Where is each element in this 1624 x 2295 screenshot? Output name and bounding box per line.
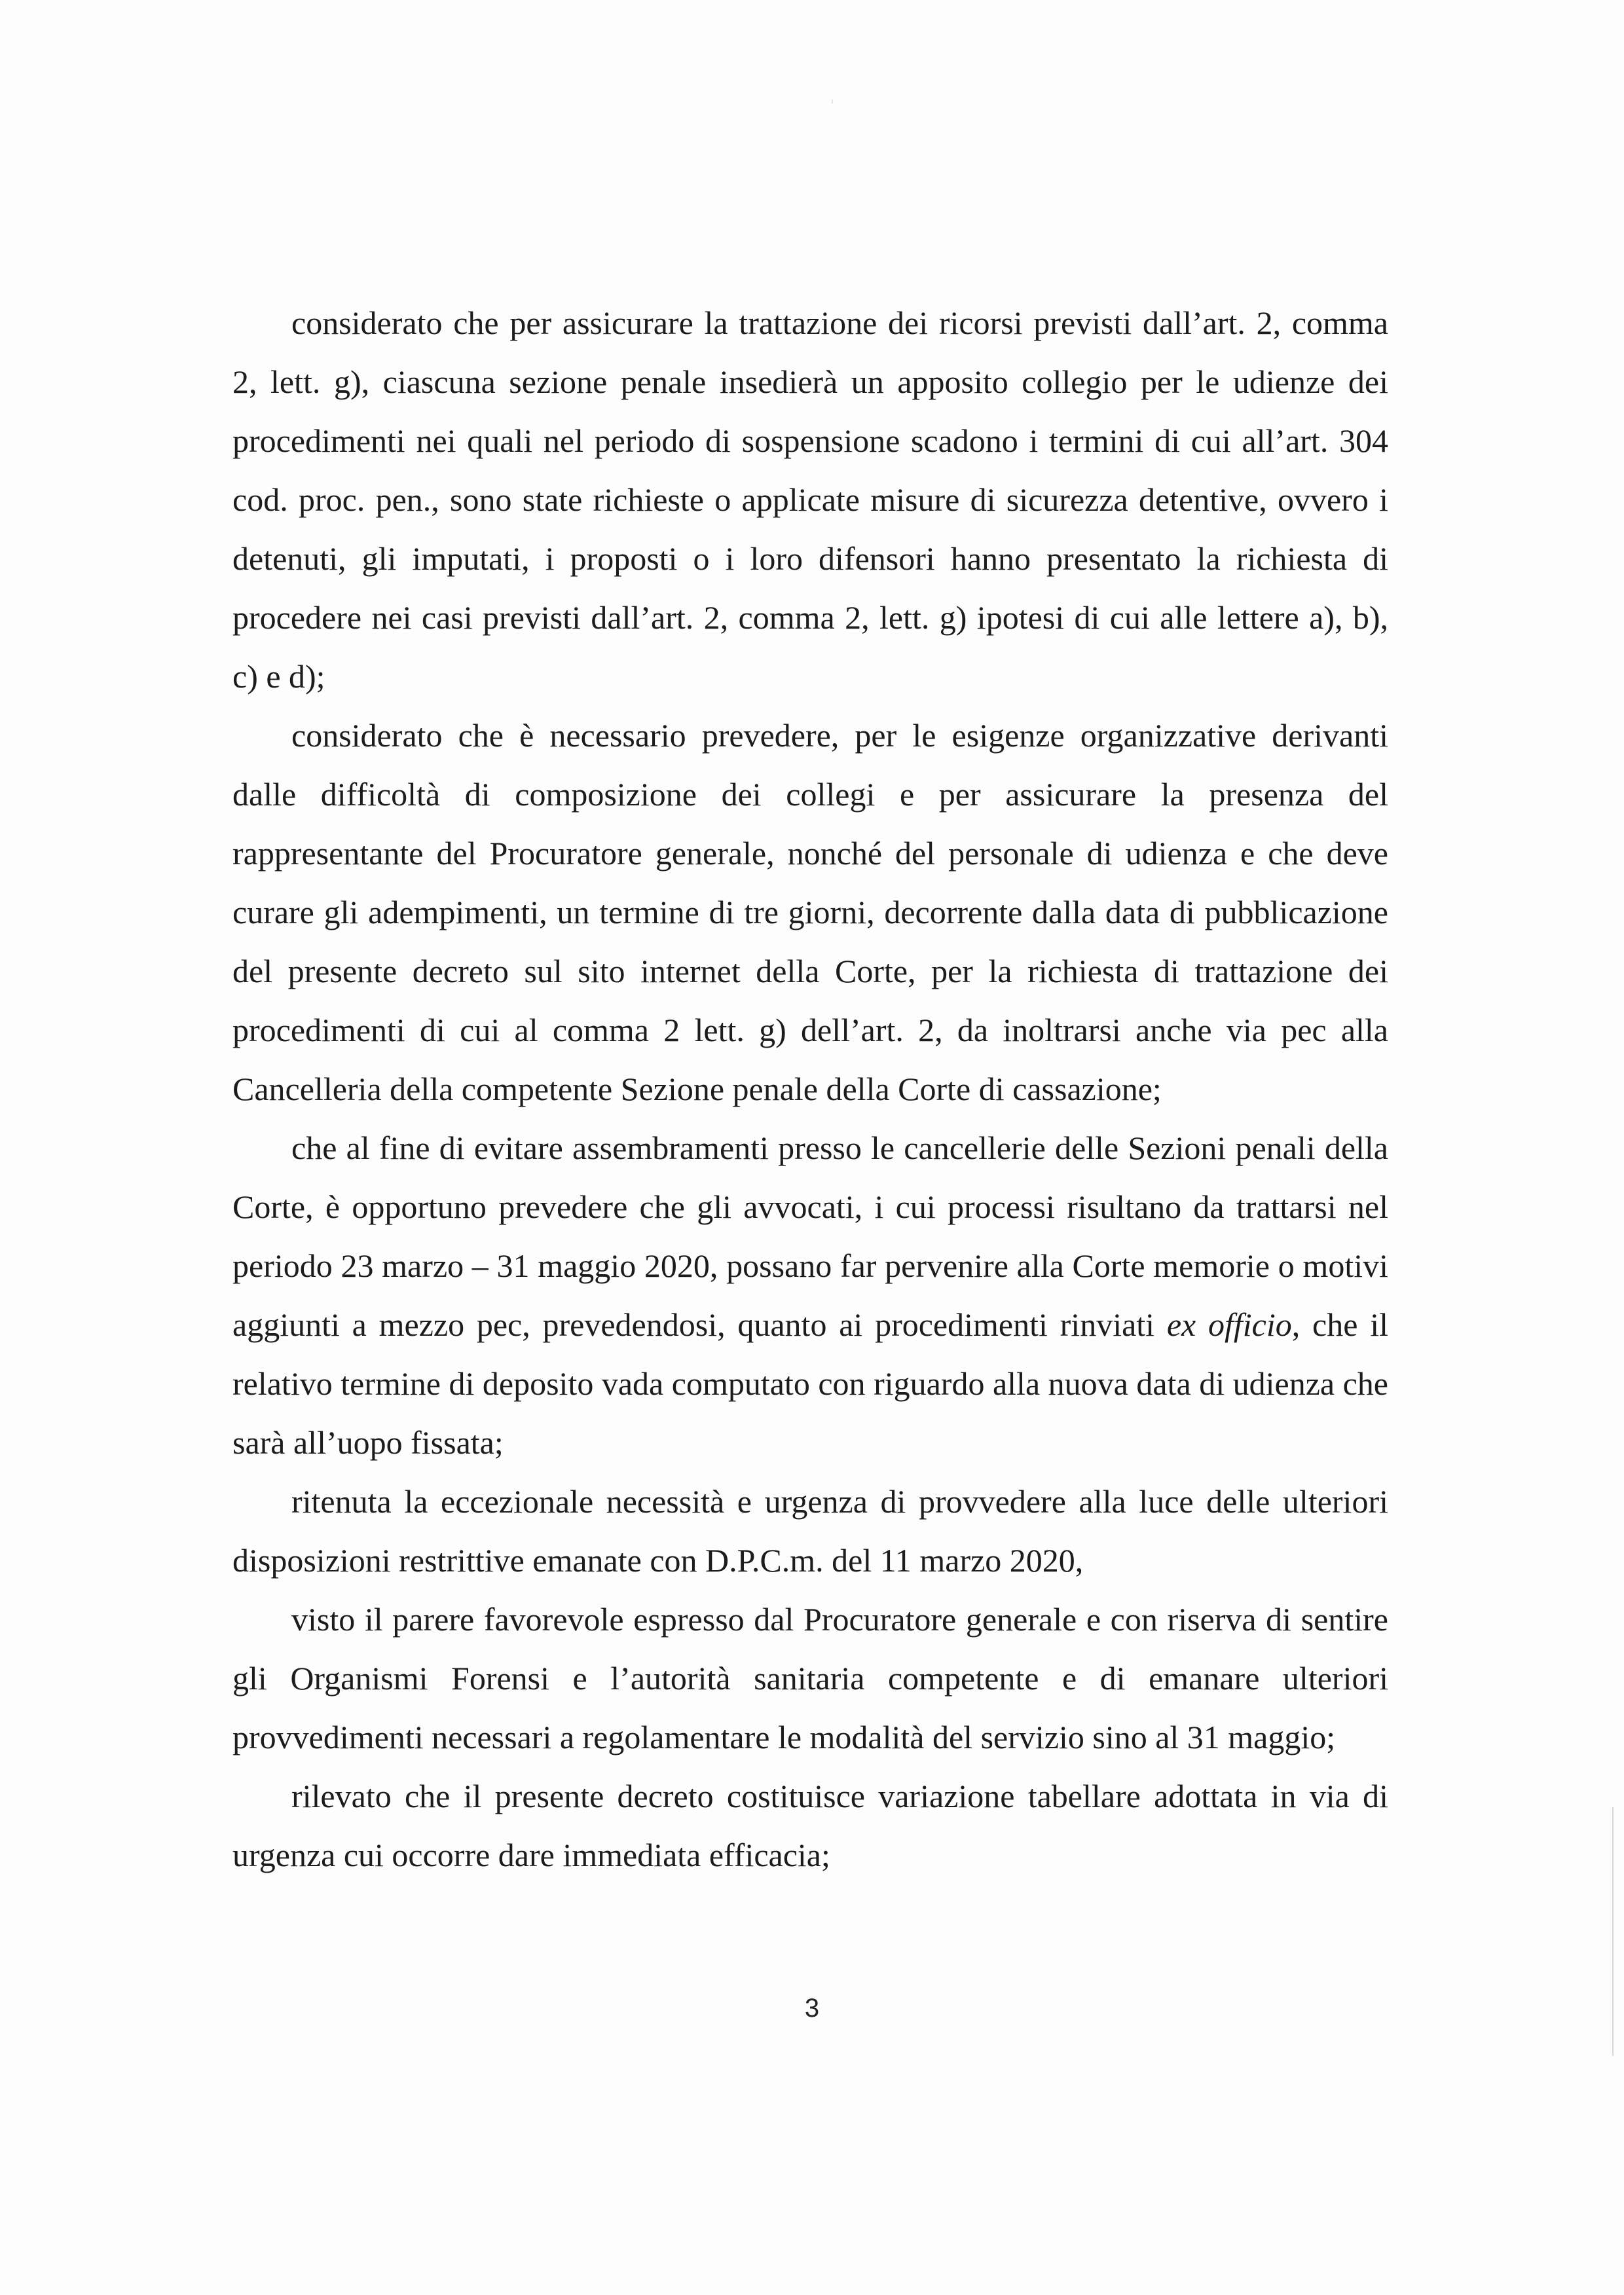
paragraph-considerato-termine: considerato che è necessario prevedere, per le esigenze organizzative derivanti dalle difficoltà di composizione dei collegi e per assicurare la presenza del rappresentante del Procuratore generale, nonché del personale di udienza e che deve curare gli adempimenti, un termine di tre giorni, decorrente dalla data di pubblicazione del presente decreto sul sito internet della Corte, per la richiesta di trattazione dei procedimenti di cui al comma 2 lett. g) dell’art. 2, da inoltrarsi anche via pec alla Cancelleria della competente Sezione penale della Corte di cassazione; [232, 717, 1388, 1107]
latin-term-ex-officio: ex officio [1166, 1306, 1292, 1343]
paragraph-assembramenti [232, 1118, 1388, 1472]
page-number: 3 [804, 1994, 820, 2023]
paragraph-considerato-ricorsi: considerato che per assicurare la trattazione dei ricorsi previsti dall’art. 2, comma 2, lett. g), ciascuna sezione penale insedierà un apposito collegio per le udienze dei procedimenti nei quali nel periodo di sospensione scadono i termini di cui all’art. 304 cod. proc. pen., sono state richieste o applicate misure di sicurezza detentive, ovvero i detenuti, gli imputati, i proposti o i loro difensori hanno presentato la richiesta di procedere nei casi previsti dall’art. 2, comma 2, lett. g) ipotesi di cui alle lettere a), b), c) e d); [232, 304, 1388, 695]
paragraph-assembramenti-start: che al fine di evitare assembramenti presso le cancellerie delle Sezioni penali della Corte, è opportuno prevedere che gli avvocati, i cui processi risultano da trattarsi nel periodo 23 marzo – 31 maggio 2020, possano far pervenire alla Corte memorie o motivi aggiunti a mezzo pec, prevedendosi, quanto ai procedimenti rinviati [232, 1129, 1388, 1343]
paragraph-ritenuta: ritenuta la eccezionale necessità e urgenza di provvedere alla luce delle ulteriori disposizioni restrittive emanate con D.P.C.m. del 11 marzo 2020, [232, 1483, 1388, 1579]
paragraph-visto-parere: visto il parere favorevole espresso dal Procuratore generale e con riserva di sentire gli Organismi Forensi e l’autorità sanitaria competente e di emanare ulteriori provvedimenti necessari a regolamentare le modalità del servizio sino al 31 maggio; [232, 1601, 1388, 1755]
document-body [232, 293, 1388, 1884]
paragraph-assembramenti-end: , che il relativo termine di deposito vada computato con riguardo alla nuova data di udienza che sarà all’uopo fissata; [232, 1306, 1388, 1461]
scan-speck [832, 100, 833, 103]
paragraph-rilevato: rilevato che il presente decreto costituisce variazione tabellare adottata in via di urgenza cui occorre dare immediata efficacia; [232, 1778, 1388, 1873]
